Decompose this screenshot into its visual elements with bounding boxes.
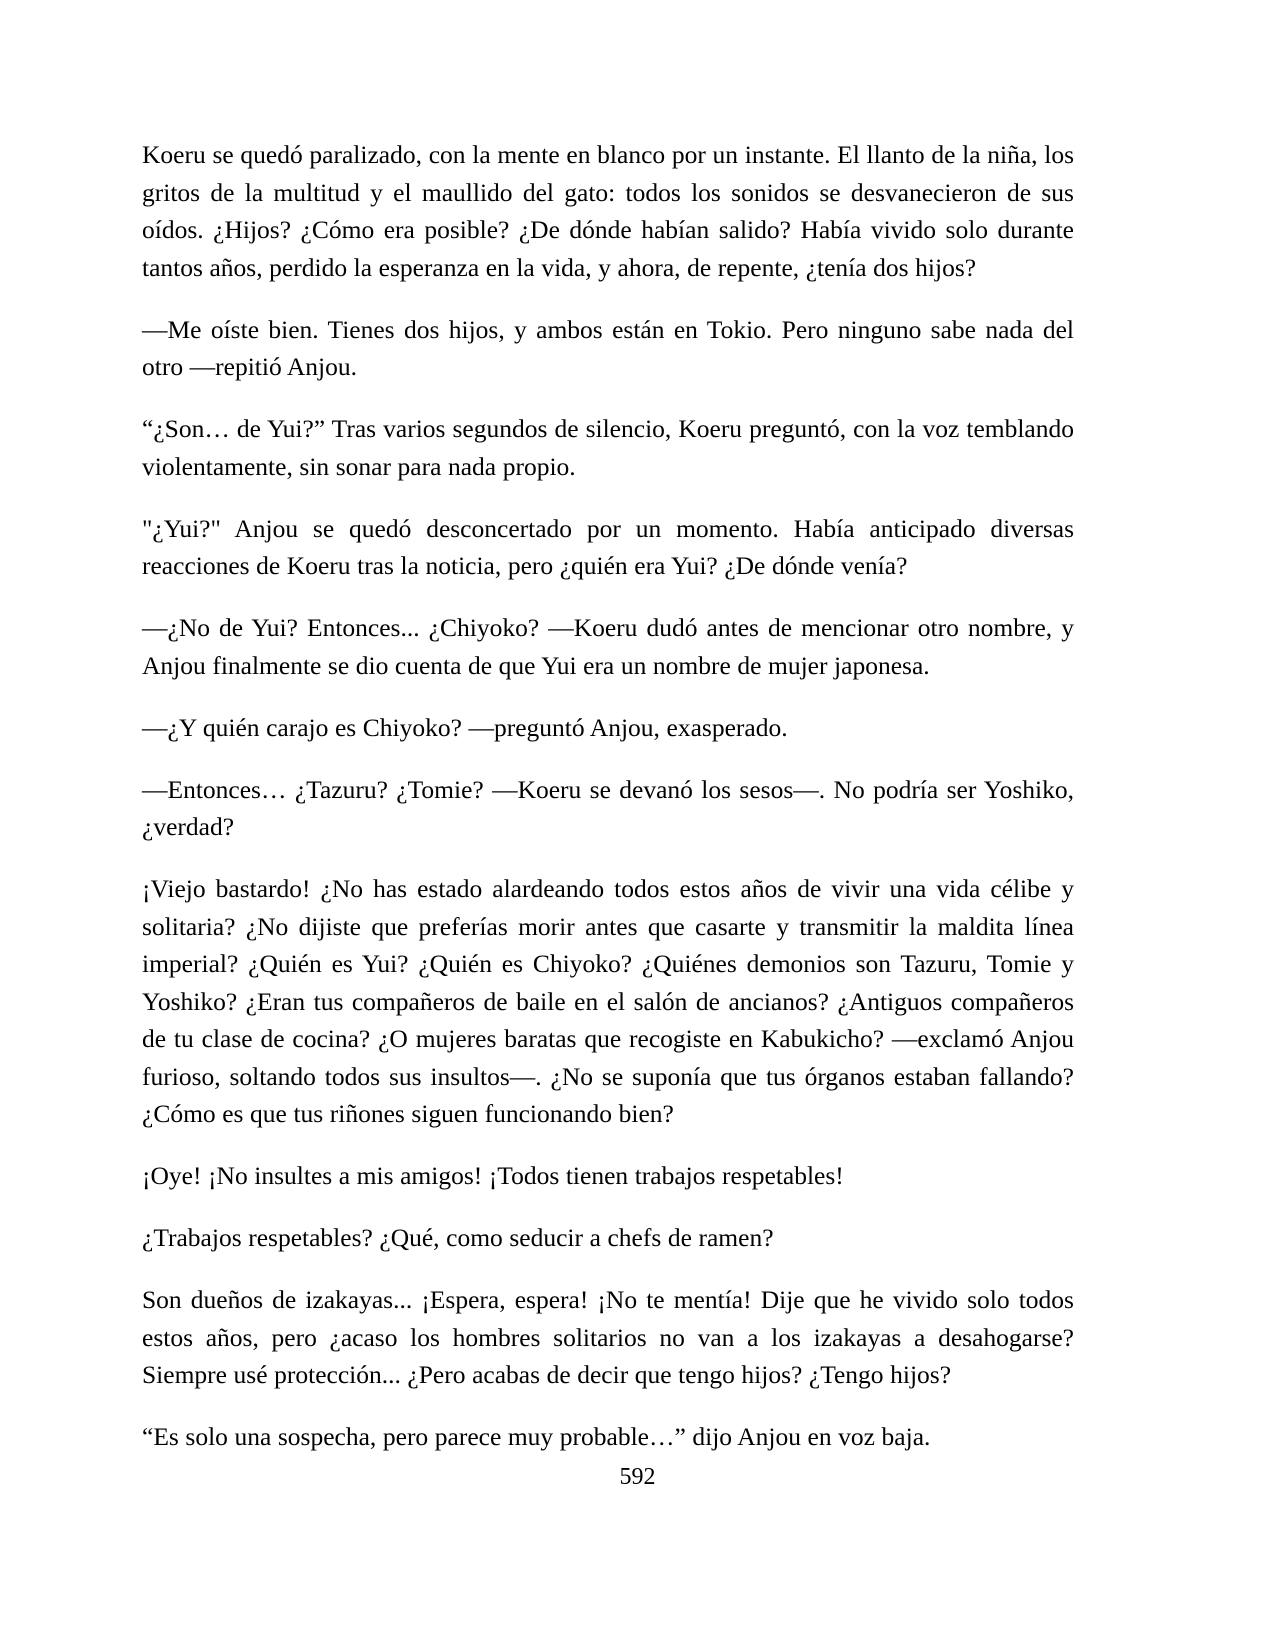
paragraph: “Es solo una sospecha, pero parece muy probable…” dijo Anjou en voz baja. — [142, 1422, 931, 1451]
paragraph: ¡Viejo bastardo! ¿No has estado alardeando todos estos años de vivir una vida célibe y solitaria? ¿No dijiste que preferías morir antes que casarte y transmitir la maldita línea imperial? ¿Quién es Yui? ¿Quién es Chiyoko? ¿Quiénes demonios son Tazuru, Tomie y Yoshiko? ¿Eran tus compañeros de baile en el salón de ancianos? ¿Antiguos compañeros de tu clase de cocina? ¿O mujeres baratas que recogiste en Kabukicho? —exclamó Anjou furioso, soltando todos sus insultos—. ¿No se suponía que tus órganos estaban fallando? ¿Cómo es que tus riñones siguen funcionando bien? — [142, 874, 1074, 1128]
page-number: 592 — [619, 1464, 656, 1490]
paragraph: —Me oíste bien. Tienes dos hijos, y ambos están en Tokio. Pero ninguno sabe nada del otro —repitió Anjou. — [142, 314, 1074, 381]
paragraph: —¿No de Yui? Entonces... ¿Chiyoko? —Koeru dudó antes de mencionar otro nombre, y Anjou finalmente se dio cuenta de que Yui era un nombre de mujer japonesa. — [142, 613, 1074, 680]
paragraph: —Entonces… ¿Tazuru? ¿Tomie? —Koeru se devanó los sesos—. No podría ser Yoshiko, ¿verdad? — [142, 774, 1074, 841]
paragraph: Koeru se quedó paralizado, con la mente en blanco por un instante. El llanto de la niña, los gritos de la multitud y el maullido del gato: todos los sonidos se desvanecieron de sus oídos. ¿Hijos? ¿Cómo era posible? ¿De dónde habían salido? Había vivido solo durante tantos años, perdido la esperanza en la vida, y ahora, de repente, ¿tenía dos hijos? — [142, 140, 1074, 282]
paragraph: —¿Y quién carajo es Chiyoko? —preguntó Anjou, exasperado. — [142, 712, 788, 742]
paragraph: “¿Son… de Yui?” Tras varios segundos de silencio, Koeru preguntó, con la voz temblando violentamente, sin sonar para nada propio. — [142, 414, 1074, 481]
paragraph: Son dueños de izakayas... ¡Espera, espera! ¡No te mentía! Dije que he vivido solo todos estos años, pero ¿acaso los hombres solitarios no van a los izakayas a desahogarse? Siempre usé protección... ¿Pero acabas de decir que tengo hijos? ¿Tengo hijos? — [142, 1285, 1074, 1389]
paragraph: "¿Yui?" Anjou se quedó desconcertado por un momento. Había anticipado diversas reacciones de Koeru tras la noticia, pero ¿quién era Yui? ¿De dónde venía? — [142, 513, 1074, 580]
paragraph: ¿Trabajos respetables? ¿Qué, como seducir a chefs de ramen? — [142, 1223, 774, 1252]
paragraph: ¡Oye! ¡No insultes a mis amigos! ¡Todos tienen trabajos respetables! — [142, 1161, 844, 1190]
page-body-text — [142, 136, 1074, 1456]
